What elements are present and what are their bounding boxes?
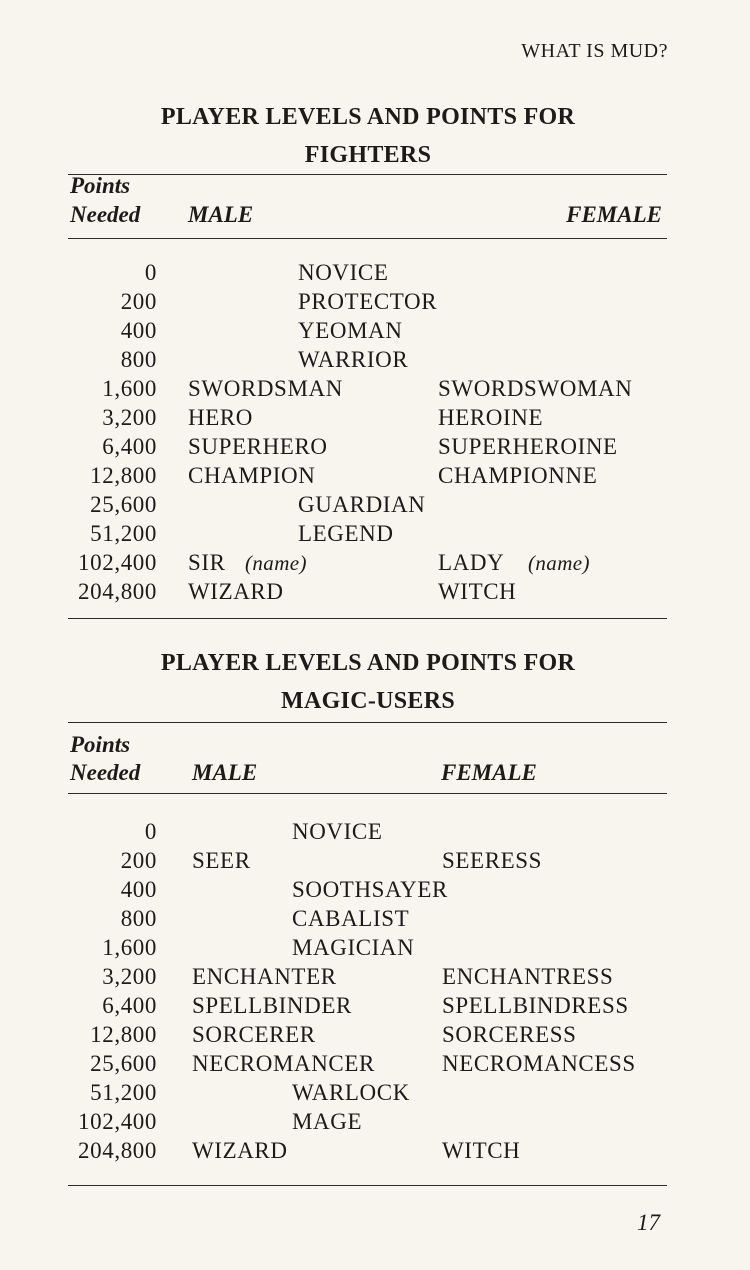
magic-users-table-body xyxy=(68,817,678,1165)
table-row xyxy=(68,519,678,548)
points-cell: 51,200 xyxy=(90,1080,157,1105)
points-cell: 400 xyxy=(120,318,157,343)
level-title-shared: SOOTHSAYER xyxy=(292,877,448,902)
points-cell: 204,800 xyxy=(78,1138,157,1163)
points-cell: 204,800 xyxy=(78,579,157,604)
points-cell: 0 xyxy=(144,819,157,844)
table-row xyxy=(68,1078,678,1107)
magic-users-male-header: MALE xyxy=(192,760,258,785)
fighters-female-header: FEMALE xyxy=(566,202,662,227)
points-cell: 25,600 xyxy=(90,492,157,517)
points-cell: 12,800 xyxy=(90,463,157,488)
table-row xyxy=(68,962,678,991)
points-cell: 12,800 xyxy=(90,1022,157,1047)
table-row xyxy=(68,403,678,432)
table-row xyxy=(68,490,678,519)
page-number: 17 xyxy=(637,1210,660,1235)
magic-users-top-rule xyxy=(68,722,667,723)
table-row xyxy=(68,548,678,577)
table-row xyxy=(68,258,678,287)
magic-users-points-header-line2: Needed xyxy=(70,760,141,785)
level-title-female: ENCHANTRESS xyxy=(442,964,614,989)
level-title-male: SPELLBINDER xyxy=(192,993,352,1018)
points-cell: 102,400 xyxy=(78,550,157,575)
level-title-shared: WARLOCK xyxy=(292,1080,410,1105)
level-title-female: NECROMANCESS xyxy=(442,1051,636,1076)
male-note-wrap xyxy=(245,548,307,578)
table-row xyxy=(68,316,678,345)
level-title-male: WIZARD xyxy=(188,579,284,604)
points-cell: 400 xyxy=(120,877,157,902)
points-cell: 0 xyxy=(144,260,157,285)
table-row xyxy=(68,432,678,461)
points-cell: 800 xyxy=(120,906,157,931)
level-title-female: HEROINE xyxy=(438,405,544,430)
level-title-male: SIR xyxy=(188,550,226,575)
level-title-male: NECROMANCER xyxy=(192,1051,375,1076)
level-title-male: WIZARD xyxy=(192,1138,288,1163)
magic-users-female-header: FEMALE xyxy=(441,760,537,785)
fighters-table-body xyxy=(68,258,678,606)
level-title-male: HERO xyxy=(188,405,254,430)
level-title-female: SEERESS xyxy=(442,848,543,873)
table-row xyxy=(68,1020,678,1049)
table-row xyxy=(68,577,678,606)
level-title-male: ENCHANTER xyxy=(192,964,337,989)
points-cell: 3,200 xyxy=(102,964,157,989)
table-row xyxy=(68,875,678,904)
level-title-female: WITCH xyxy=(438,579,517,604)
table-row xyxy=(68,1049,678,1078)
level-title-shared: MAGE xyxy=(292,1109,363,1134)
level-title-male: SWORDSMAN xyxy=(188,376,343,401)
fighters-title-line1: PLAYER LEVELS AND POINTS FOR xyxy=(160,104,576,130)
magic-users-title-line2: MAGIC-USERS xyxy=(281,688,455,714)
table-row xyxy=(68,817,678,846)
level-title-male: SORCERER xyxy=(192,1022,316,1047)
female-note-wrap xyxy=(528,548,590,578)
level-title-shared: GUARDIAN xyxy=(298,492,426,517)
points-cell: 25,600 xyxy=(90,1051,157,1076)
table-row xyxy=(68,991,678,1020)
magic-users-bottom-rule xyxy=(68,1185,667,1186)
points-cell: 200 xyxy=(120,848,157,873)
table-row xyxy=(68,1107,678,1136)
level-title-male: SUPERHERO xyxy=(188,434,328,459)
points-cell: 200 xyxy=(120,289,157,314)
fighters-points-header-line2: Needed xyxy=(70,202,141,227)
points-cell: 102,400 xyxy=(78,1109,157,1134)
level-title-shared: CABALIST xyxy=(292,906,410,931)
level-title-female: CHAMPIONNE xyxy=(438,463,598,488)
running-head: WHAT IS MUD? xyxy=(521,40,668,62)
points-cell: 6,400 xyxy=(102,434,157,459)
level-title-shared: LEGEND xyxy=(298,521,394,546)
magic-users-title-line1: PLAYER LEVELS AND POINTS FOR xyxy=(160,650,576,676)
fighters-title-line2: FIGHTERS xyxy=(304,142,432,168)
table-row xyxy=(68,345,678,374)
level-title-shared: YEOMAN xyxy=(298,318,403,343)
level-title-female: LADY xyxy=(438,550,505,575)
points-cell: 1,600 xyxy=(102,376,157,401)
fighters-bottom-rule xyxy=(68,618,667,619)
points-cell: 6,400 xyxy=(102,993,157,1018)
table-row xyxy=(68,904,678,933)
level-title-shared: NOVICE xyxy=(292,819,383,844)
level-title-female: SWORDSWOMAN xyxy=(438,376,633,401)
level-title-shared: MAGICIAN xyxy=(292,935,415,960)
points-cell: 1,600 xyxy=(102,935,157,960)
level-title-female: SORCERESS xyxy=(442,1022,577,1047)
table-row xyxy=(68,287,678,316)
name-placeholder-note: (name) xyxy=(245,551,307,575)
level-title-female: SPELLBINDRESS xyxy=(442,993,629,1018)
level-title-shared: PROTECTOR xyxy=(298,289,438,314)
level-title-female: SUPERHEROINE xyxy=(438,434,618,459)
name-placeholder-note: (name) xyxy=(528,551,590,575)
level-title-male: SEER xyxy=(192,848,251,873)
table-row xyxy=(68,846,678,875)
points-cell: 800 xyxy=(120,347,157,372)
fighters-header-rule xyxy=(68,238,667,239)
level-title-shared: NOVICE xyxy=(298,260,389,285)
table-row xyxy=(68,374,678,403)
points-cell: 3,200 xyxy=(102,405,157,430)
fighters-top-rule xyxy=(68,174,667,175)
table-row xyxy=(68,1136,678,1165)
fighters-points-header-line1: Points xyxy=(70,173,131,198)
level-title-female: WITCH xyxy=(442,1138,521,1163)
level-title-male: CHAMPION xyxy=(188,463,316,488)
points-cell: 51,200 xyxy=(90,521,157,546)
magic-users-points-header-line1: Points xyxy=(70,732,131,757)
table-row xyxy=(68,461,678,490)
level-title-shared: WARRIOR xyxy=(298,347,409,372)
magic-users-header-rule xyxy=(68,793,667,794)
fighters-male-header: MALE xyxy=(188,202,254,227)
table-row xyxy=(68,933,678,962)
